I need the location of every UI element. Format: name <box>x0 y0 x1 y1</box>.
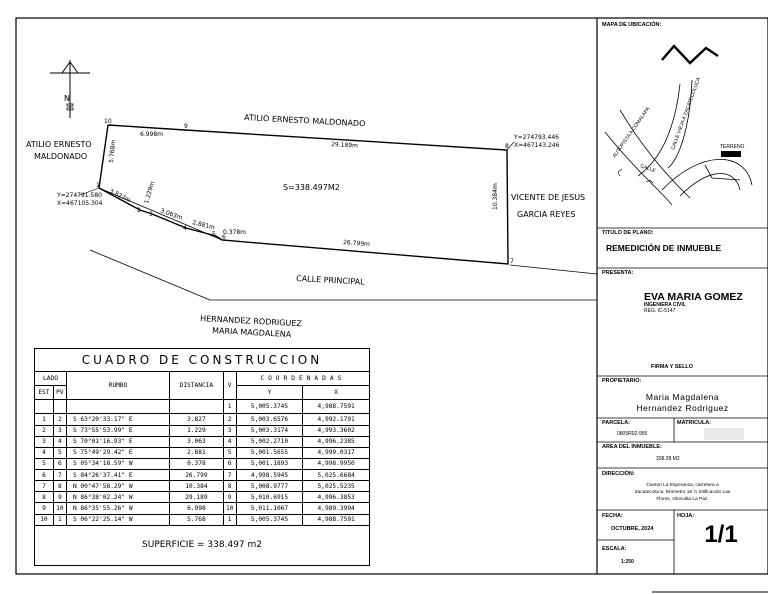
vertex-label: 9 <box>184 123 188 130</box>
table-cell-v: 1 <box>223 514 236 525</box>
table-cell-v: 6 <box>223 458 236 469</box>
table-cell-x: 4,999.0317 <box>303 447 370 458</box>
distance-label: 2.881m <box>191 219 216 232</box>
south-owner-label-2: MARIA MAGDALENA <box>211 326 292 340</box>
mapa-label: MAPA DE UBICACIÓN: <box>602 22 662 28</box>
parcela-value: 0805R02-955 <box>617 431 648 437</box>
east-owner-label-1: VICENTE DE JESUS <box>511 193 586 202</box>
table-cell-x: 4,988.7591 <box>303 514 370 525</box>
presenta-label: PRESENTA: <box>602 270 634 276</box>
table-cell-pv: 4 <box>53 436 66 447</box>
table-cell-pv: 2 <box>53 414 66 425</box>
escala-value: 1:250 <box>621 559 634 565</box>
vertex-label: 4 <box>183 225 187 232</box>
table-cell-v: 5 <box>223 447 236 458</box>
owner-name-1: Maria Magdalena <box>645 392 720 402</box>
table-cell-v: 4 <box>223 436 236 447</box>
table-cell-y: 5,002.2710 <box>236 436 303 447</box>
sheet-number: 1/1 <box>704 521 738 548</box>
fecha-value: OCTUBRE, 2024 <box>611 526 654 532</box>
table-cell-est: 8 <box>35 492 54 503</box>
vertex-label: 8 <box>505 143 509 150</box>
construction-table <box>34 348 370 566</box>
table-cell-x: 4,996.3853 <box>303 492 370 503</box>
table-cell-est: 9 <box>35 503 54 514</box>
table-row: 1 5,005.3745 4,988.7591 <box>35 400 370 414</box>
east-owner-label-2: GARCIA REYES <box>517 210 576 219</box>
street-edge <box>90 250 210 300</box>
location-map <box>605 46 752 205</box>
table-cell-dist: 10.384 <box>170 481 223 492</box>
header-rumbo: RUMBO <box>66 372 169 400</box>
table-cell-x: 5,025.6684 <box>303 470 370 481</box>
table-cell-v: 10 <box>223 503 236 514</box>
table-cell-rumbo: S 75°49'29.42" E <box>66 447 169 458</box>
table-cell-rumbo: S 84°26'37.41" E <box>66 470 169 481</box>
table-cell-dist: 3.063 <box>170 436 223 447</box>
table-cell-y: 5,011.1067 <box>236 503 303 514</box>
table-cell-x: 4,996.2385 <box>303 436 370 447</box>
table-cell-dist: 1.229 <box>170 425 223 436</box>
coord-w-x: X=467105.304 <box>57 200 103 207</box>
table-cell-dist: 26.799 <box>170 470 223 481</box>
matricula-field <box>704 428 744 440</box>
table-cell-rumbo: S 05°34'18.59" W <box>66 458 169 469</box>
table-cell-rumbo: S 70°01'16.93" E <box>66 436 169 447</box>
engineer-reg: REG. IC-5147 <box>644 308 676 314</box>
table-cell-x: 4,998.9950 <box>303 458 370 469</box>
table-cell-rumbo: N 00°47'58.29" W <box>66 481 169 492</box>
table-cell-pv: 8 <box>53 481 66 492</box>
table-row <box>35 470 370 481</box>
titulo-label: TITULO DE PLANO: <box>602 230 654 236</box>
table-cell-y: 4,998.5945 <box>236 470 303 481</box>
header-coordenadas: COORDENADAS <box>236 372 369 386</box>
table-cell-est: 4 <box>35 447 54 458</box>
north-owner-label: ATILIO ERNESTO MALDONADO <box>243 113 366 129</box>
area-value: 338.28 M2 <box>656 456 680 462</box>
escala-label: ESCALA: <box>602 546 627 552</box>
distance-label: 10.384m <box>492 183 499 210</box>
south-owner-label-1: HERNANDEZ RODRIGUEZ <box>199 314 303 329</box>
table-cell-v: 8 <box>223 481 236 492</box>
table-title: CUADRO DE CONSTRUCCION <box>35 349 370 372</box>
table-cell-rumbo: N 86°38'02.24" W <box>66 492 169 503</box>
engineer-name: EVA MARIA GOMEZ <box>644 291 743 303</box>
direccion-label: DIRECCIÓN: <box>602 471 635 477</box>
table-cell-est: 7 <box>35 481 54 492</box>
table-cell-y: 5,008.9777 <box>236 481 303 492</box>
distance-label: 5.768m <box>108 139 118 164</box>
table-row <box>35 514 370 525</box>
table-cell-y: 5,010.6915 <box>236 492 303 503</box>
vertex-label: 7 <box>510 258 514 265</box>
table-cell-y: 5,003.6576 <box>236 414 303 425</box>
table-row <box>35 425 370 436</box>
table-row <box>35 458 370 469</box>
vertex-label: 3 <box>149 211 153 218</box>
table-cell-dist: 0.378 <box>170 458 223 469</box>
vertex-label: 6 <box>222 234 226 241</box>
header-est: EST <box>35 386 54 400</box>
map-road-label: CALLE VIEJA A ZACATECOLUCA <box>670 76 703 151</box>
distance-label: 6.998m <box>140 131 164 138</box>
vertex-label: 5 <box>212 231 216 238</box>
table-row <box>35 447 370 458</box>
table-cell-pv: 6 <box>53 458 66 469</box>
table-cell-est: 1 <box>35 414 54 425</box>
coord-ne-y: Y=274793.446 <box>514 134 559 141</box>
map-road-label: AUTOPISTA A COMALAPA <box>611 106 652 160</box>
header-distancia: DISTANCIA <box>170 372 223 400</box>
table-cell-v: 7 <box>223 470 236 481</box>
table-cell-v: 2 <box>223 414 236 425</box>
map-terreno-label: TERRENO <box>720 144 745 150</box>
table-cell-est: 3 <box>35 436 54 447</box>
vertex-label: 1 <box>96 182 100 189</box>
table-cell-pv: 9 <box>53 492 66 503</box>
table-cell-x: 5,025.5235 <box>303 481 370 492</box>
distance-label: 0.378m <box>223 229 247 236</box>
distance-label: 3.063m <box>159 207 184 222</box>
firma-label: FIRMA Y SELLO <box>651 364 694 370</box>
coord-ne-x: X=467143.246 <box>514 142 560 149</box>
vertex-label: 10 <box>104 118 112 125</box>
table-cell-y: 5,001.1893 <box>236 458 303 469</box>
address: Canton La Esperanza, carretera a Zacatecoluca, kilometro 18 ½ lotificación Las Flores, Olocuilta La Paz. <box>634 483 731 502</box>
header-lado: LADO <box>35 372 67 386</box>
table-row <box>35 492 370 503</box>
table-cell-pv: 10 <box>53 503 66 514</box>
table-cell-v: 3 <box>223 425 236 436</box>
table-cell-x: 4,992.1791 <box>303 414 370 425</box>
matricula-label: MATRICULA: <box>677 420 712 426</box>
west-owner-label-2: MALDONADO <box>34 152 88 161</box>
distance-label: 1.229m <box>143 180 157 205</box>
coord-w-y: Y=274791.580 <box>57 192 102 199</box>
table-cell-dist: 5.768 <box>170 514 223 525</box>
table-cell-est: 6 <box>35 470 54 481</box>
west-owner-label-1: ATILIO ERNESTO <box>26 140 92 149</box>
table-cell-dist: 3.827 <box>170 414 223 425</box>
distance-label: 3.827m <box>108 187 132 205</box>
north-label: N <box>64 94 70 103</box>
hoja-label: HOJA: <box>677 513 695 519</box>
table-cell-x: 4,989.3994 <box>303 503 370 514</box>
north-arrow-icon <box>50 60 90 118</box>
table-row <box>35 481 370 492</box>
table-cell-dist: 29.189 <box>170 492 223 503</box>
table-cell-pv: 5 <box>53 447 66 458</box>
table-cell-v: 9 <box>223 492 236 503</box>
table-cell-rumbo: S 06°22'25.14" W <box>66 514 169 525</box>
table-cell-pv: 3 <box>53 425 66 436</box>
propietario-label: PROPIETARIO: <box>602 378 642 384</box>
table-cell-rumbo: S 73°55'53.99" E <box>66 425 169 436</box>
header-pv: PV <box>53 386 66 400</box>
table-cell-est: 5 <box>35 458 54 469</box>
plan-title: REMEDICIÓN DE INMUEBLE <box>606 243 722 253</box>
area-label: AREA DEL INMUEBLE: <box>602 444 662 450</box>
table-cell-y: 5,001.5655 <box>236 447 303 458</box>
table-row <box>35 436 370 447</box>
table-footer: SUPERFICIE = 338.497 m2 <box>35 525 370 565</box>
fecha-label: FECHA: <box>602 513 623 519</box>
header-v: V <box>223 372 236 400</box>
engineer-title: INGENIERA CIVIL <box>644 302 686 308</box>
vertex-label: 2 <box>137 207 141 214</box>
table-cell-y: 5,005.3745 <box>236 514 303 525</box>
map-road-label: CALLE <box>639 163 657 175</box>
street-label: CALLE PRINCIPAL <box>295 274 365 287</box>
table-cell-y: 5,003.3174 <box>236 425 303 436</box>
parcela-label: PARCELA: <box>602 420 631 426</box>
owner-name-2: Hernandez Rodriguez <box>636 403 729 413</box>
table-cell-est: 2 <box>35 425 54 436</box>
header-y: Y <box>236 386 303 400</box>
table-cell-pv: 1 <box>53 514 66 525</box>
table-cell-dist: 6.998 <box>170 503 223 514</box>
location-symbol-icon <box>662 46 718 63</box>
distance-label: 26.799m <box>342 239 371 249</box>
header-x: X <box>303 386 370 400</box>
table-cell-pv: 7 <box>53 470 66 481</box>
table-row <box>35 414 370 425</box>
table-cell-dist: 2.881 <box>170 447 223 458</box>
table-cell-rumbo: S 63°20'33.17" E <box>66 414 169 425</box>
table-cell-est: 10 <box>35 514 54 525</box>
table-cell-x: 4,993.3602 <box>303 425 370 436</box>
distance-label: 29.189m <box>330 141 359 150</box>
table-cell-rumbo: N 86°35'55.26" W <box>66 503 169 514</box>
terreno-marker-icon <box>721 151 741 157</box>
table-row <box>35 503 370 514</box>
property-boundary <box>99 125 508 264</box>
area-label: S=338.497M2 <box>283 183 340 192</box>
